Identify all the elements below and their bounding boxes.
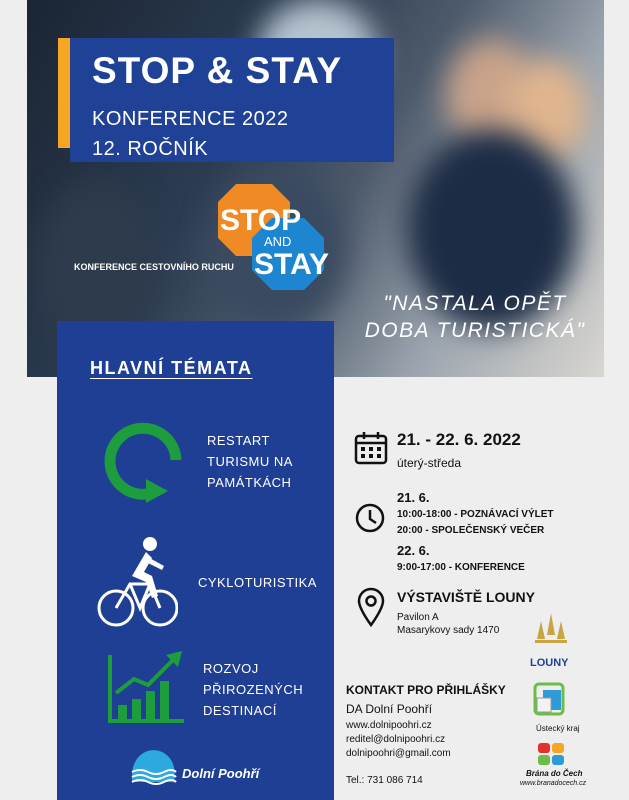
day2-label: 22. 6. — [397, 543, 430, 558]
louny-logo — [529, 613, 573, 657]
topic-cycling — [198, 572, 317, 593]
venue-name: VÝSTAVIŠTĚ LOUNY — [397, 589, 535, 605]
topic-cycling-line-1: CYKLOTURISTIKA — [198, 575, 317, 590]
logo-word-stay: STAY — [254, 248, 330, 281]
contact-email-1: reditel@dolnipoohri.cz — [346, 734, 446, 745]
topic-growth — [203, 658, 303, 721]
dolni-poohri-brand: Dolní Poohří — [182, 766, 260, 781]
growth-chart-icon — [104, 649, 186, 727]
topic-growth-line-2: PŘIROZENÝCH — [203, 682, 304, 697]
topic-growth-line-3: DESTINACÍ — [203, 703, 277, 718]
ustecky-kraj-logo — [533, 682, 567, 722]
logo-word-and: AND — [264, 234, 292, 249]
ustecky-kraj-label: Ústecký kraj — [536, 724, 580, 733]
day2-program-1: 9:00-17:00 - KONFERENCE — [397, 562, 525, 573]
venue-line-1: Pavilon A — [397, 612, 439, 623]
brana-do-cech-web: www.branadocech.cz — [520, 780, 587, 787]
topic-restart — [207, 430, 293, 493]
dolni-poohri-logo — [128, 746, 178, 790]
quote-line-2: DOBA TURISTICKÁ" — [364, 319, 586, 342]
venue-line-2: Masarykovy sady 1470 — [397, 625, 500, 636]
calendar-icon — [354, 431, 388, 465]
page-subtitle: KONFERENCE 2022 — [92, 108, 289, 130]
contact-email-2: dolnipoohri@gmail.com — [346, 748, 451, 759]
topics-heading: HLAVNÍ TÉMATA — [90, 358, 253, 378]
day1-program-2: 20:00 - SPOLEČENSKÝ VEČER — [397, 525, 545, 536]
brana-do-cech-label: Brána do Čech — [526, 769, 583, 778]
contact-heading: KONTAKT PRO PŘIHLÁŠKY — [346, 683, 506, 697]
contact-phone: Tel.: 731 086 714 — [346, 775, 423, 786]
topic-restart-line-2: TURISMU NA — [207, 454, 293, 469]
edition-label: 12. ROČNÍK — [92, 138, 209, 160]
topic-restart-line-1: RESTART — [207, 433, 270, 448]
logo-word-stop: STOP — [220, 204, 302, 237]
brana-do-cech-logo — [536, 741, 566, 767]
clock-icon — [354, 502, 386, 534]
event-dates: 21. - 22. 6. 2022 — [397, 430, 521, 449]
page-title: STOP & STAY — [92, 50, 343, 91]
contact-org: DA Dolní Poohří — [346, 702, 433, 716]
logo-caption: KONFERENCE CESTOVNÍHO RUCHU — [74, 262, 234, 272]
stop-and-stay-logo — [214, 184, 332, 296]
topic-growth-line-1: ROZVOJ — [203, 661, 259, 676]
day1-program-1: 10:00-18:00 - POZNÁVACÍ VÝLET — [397, 509, 554, 520]
quote-line-1: "NASTALA OPĚT — [383, 292, 567, 315]
contact-web: www.dolnipoohri.cz — [346, 720, 432, 731]
restart-icon — [100, 417, 186, 503]
event-days: úterý-středa — [397, 456, 462, 470]
cyclist-icon — [96, 536, 178, 628]
day1-label: 21. 6. — [397, 490, 430, 505]
topic-restart-line-3: PAMÁTKÁCH — [207, 475, 292, 490]
quote — [352, 290, 598, 344]
louny-label: LOUNY — [530, 657, 569, 669]
location-pin-icon — [356, 587, 386, 627]
